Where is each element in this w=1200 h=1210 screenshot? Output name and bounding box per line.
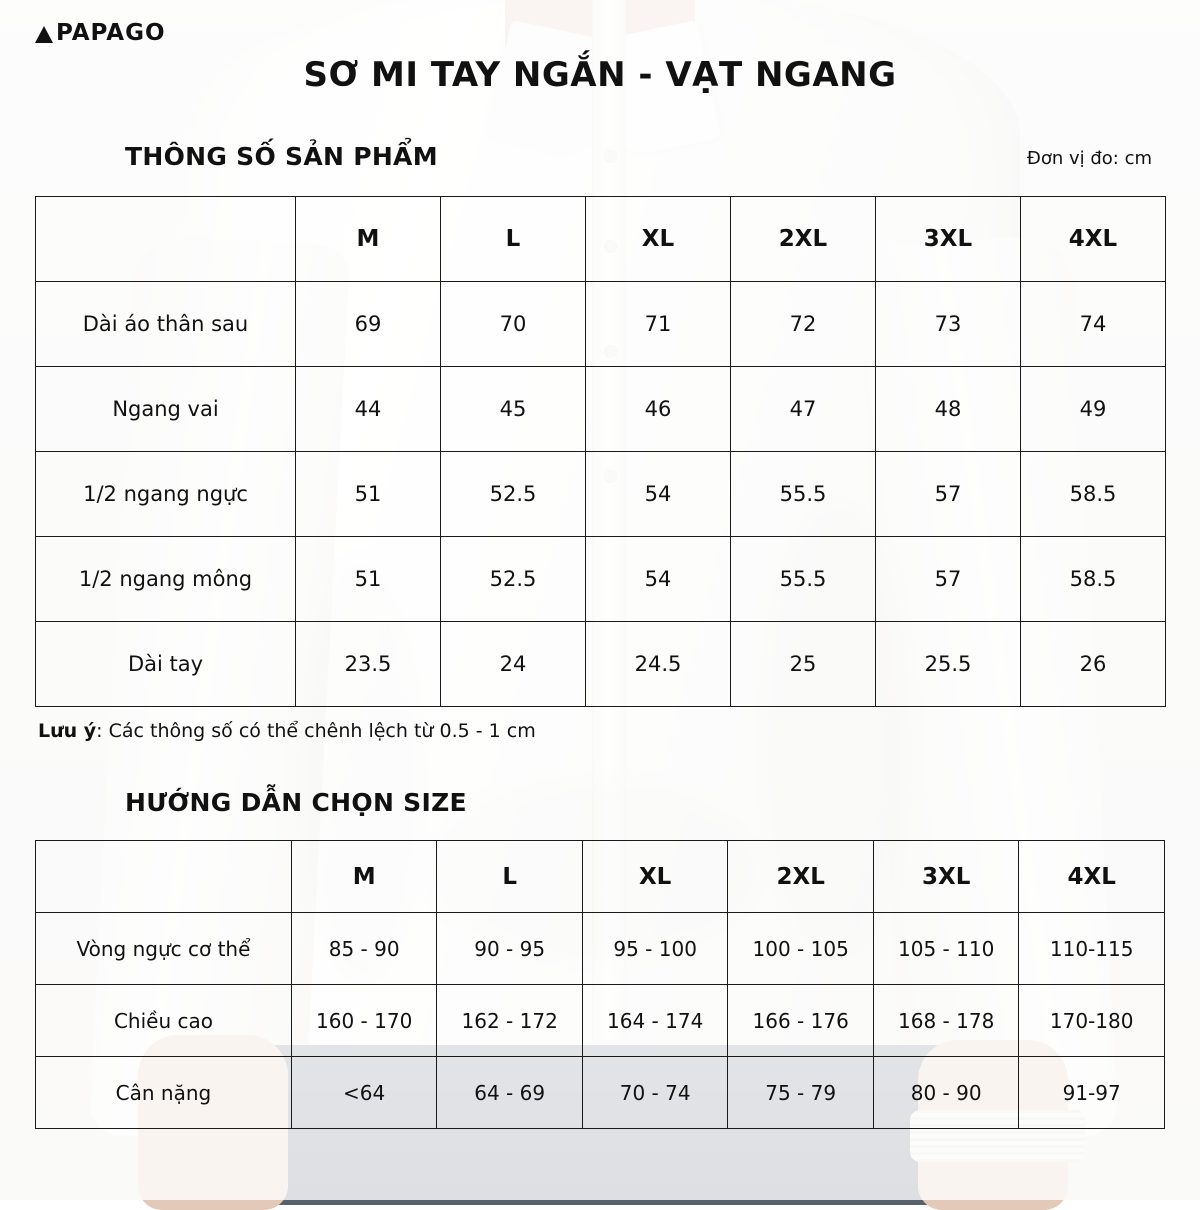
cell: 170-180 xyxy=(1019,985,1165,1057)
spec-col-0 xyxy=(36,197,296,282)
unit-label: Đơn vị đo: cm xyxy=(1026,148,1152,169)
cell: 51 xyxy=(296,537,441,622)
brand-logo xyxy=(35,20,166,46)
spec-col-l: L xyxy=(441,197,586,282)
cell: 166 - 176 xyxy=(728,985,874,1057)
guide-col-0 xyxy=(36,841,292,913)
cell: 162 - 172 xyxy=(437,985,583,1057)
guide-section-title: HƯỚNG DẪN CHỌN SIZE xyxy=(125,788,467,817)
cell: 73 xyxy=(876,282,1021,367)
cell: 58.5 xyxy=(1021,537,1166,622)
cell: 91-97 xyxy=(1019,1057,1165,1129)
cell: 69 xyxy=(296,282,441,367)
table-row xyxy=(36,985,1165,1057)
row-label: 1/2 ngang mông xyxy=(36,537,296,622)
cell: 25 xyxy=(731,622,876,707)
row-label: Dài áo thân sau xyxy=(36,282,296,367)
cell: <64 xyxy=(291,1057,437,1129)
cell: 55.5 xyxy=(731,537,876,622)
cell: 168 - 178 xyxy=(873,985,1019,1057)
row-label: Dài tay xyxy=(36,622,296,707)
cell: 25.5 xyxy=(876,622,1021,707)
row-label: Ngang vai xyxy=(36,367,296,452)
spec-col-4xl: 4XL xyxy=(1021,197,1166,282)
guide-col-l: L xyxy=(437,841,583,913)
table-header-row xyxy=(36,197,1166,282)
product-spec-table xyxy=(35,196,1166,707)
spec-note-label: Lưu ý xyxy=(38,720,97,742)
triangle-icon xyxy=(35,26,53,43)
table-row xyxy=(36,367,1166,452)
cell: 54 xyxy=(586,537,731,622)
cell: 85 - 90 xyxy=(291,913,437,985)
spec-note-text: : Các thông số có thể chênh lệch từ 0.5 - 1 cm xyxy=(96,720,536,742)
cell: 49 xyxy=(1021,367,1166,452)
cell: 45 xyxy=(441,367,586,452)
row-label: Chiều cao xyxy=(36,985,292,1057)
table-row xyxy=(36,282,1166,367)
cell: 95 - 100 xyxy=(582,913,728,985)
guide-col-xl: XL xyxy=(582,841,728,913)
spec-col-3xl: 3XL xyxy=(876,197,1021,282)
spec-section-title: THÔNG SỐ SẢN PHẨM xyxy=(125,142,438,171)
cell: 24.5 xyxy=(586,622,731,707)
cell: 80 - 90 xyxy=(873,1057,1019,1129)
cell: 24 xyxy=(441,622,586,707)
cell: 105 - 110 xyxy=(873,913,1019,985)
table-row xyxy=(36,537,1166,622)
cell: 70 xyxy=(441,282,586,367)
cell: 57 xyxy=(876,537,1021,622)
table-row xyxy=(36,622,1166,707)
spec-col-2xl: 2XL xyxy=(731,197,876,282)
row-label: 1/2 ngang ngực xyxy=(36,452,296,537)
row-label: Vòng ngực cơ thể xyxy=(36,913,292,985)
spec-col-xl: XL xyxy=(586,197,731,282)
cell: 26 xyxy=(1021,622,1166,707)
cell: 100 - 105 xyxy=(728,913,874,985)
cell: 52.5 xyxy=(441,537,586,622)
table-row xyxy=(36,1057,1165,1129)
cell: 46 xyxy=(586,367,731,452)
brand-name: PAPAGO xyxy=(56,20,166,46)
cell: 72 xyxy=(731,282,876,367)
table-row xyxy=(36,452,1166,537)
cell: 52.5 xyxy=(441,452,586,537)
cell: 54 xyxy=(586,452,731,537)
row-label: Cân nặng xyxy=(36,1057,292,1129)
guide-col-m: M xyxy=(291,841,437,913)
cell: 71 xyxy=(586,282,731,367)
cell: 58.5 xyxy=(1021,452,1166,537)
guide-col-3xl: 3XL xyxy=(873,841,1019,913)
cell: 75 - 79 xyxy=(728,1057,874,1129)
guide-col-2xl: 2XL xyxy=(728,841,874,913)
cell: 70 - 74 xyxy=(582,1057,728,1129)
cell: 160 - 170 xyxy=(291,985,437,1057)
page-title: SƠ MI TAY NGẮN - VẠT NGANG xyxy=(303,55,897,95)
cell: 74 xyxy=(1021,282,1166,367)
cell: 64 - 69 xyxy=(437,1057,583,1129)
cell: 23.5 xyxy=(296,622,441,707)
size-guide-table xyxy=(35,840,1165,1129)
cell: 47 xyxy=(731,367,876,452)
cell: 48 xyxy=(876,367,1021,452)
cell: 90 - 95 xyxy=(437,913,583,985)
guide-col-4xl: 4XL xyxy=(1019,841,1165,913)
cell: 44 xyxy=(296,367,441,452)
table-row xyxy=(36,913,1165,985)
cell: 55.5 xyxy=(731,452,876,537)
table-header-row xyxy=(36,841,1165,913)
spec-col-m: M xyxy=(296,197,441,282)
cell: 164 - 174 xyxy=(582,985,728,1057)
cell: 57 xyxy=(876,452,1021,537)
cell: 51 xyxy=(296,452,441,537)
cell: 110-115 xyxy=(1019,913,1165,985)
spec-note xyxy=(38,720,536,742)
